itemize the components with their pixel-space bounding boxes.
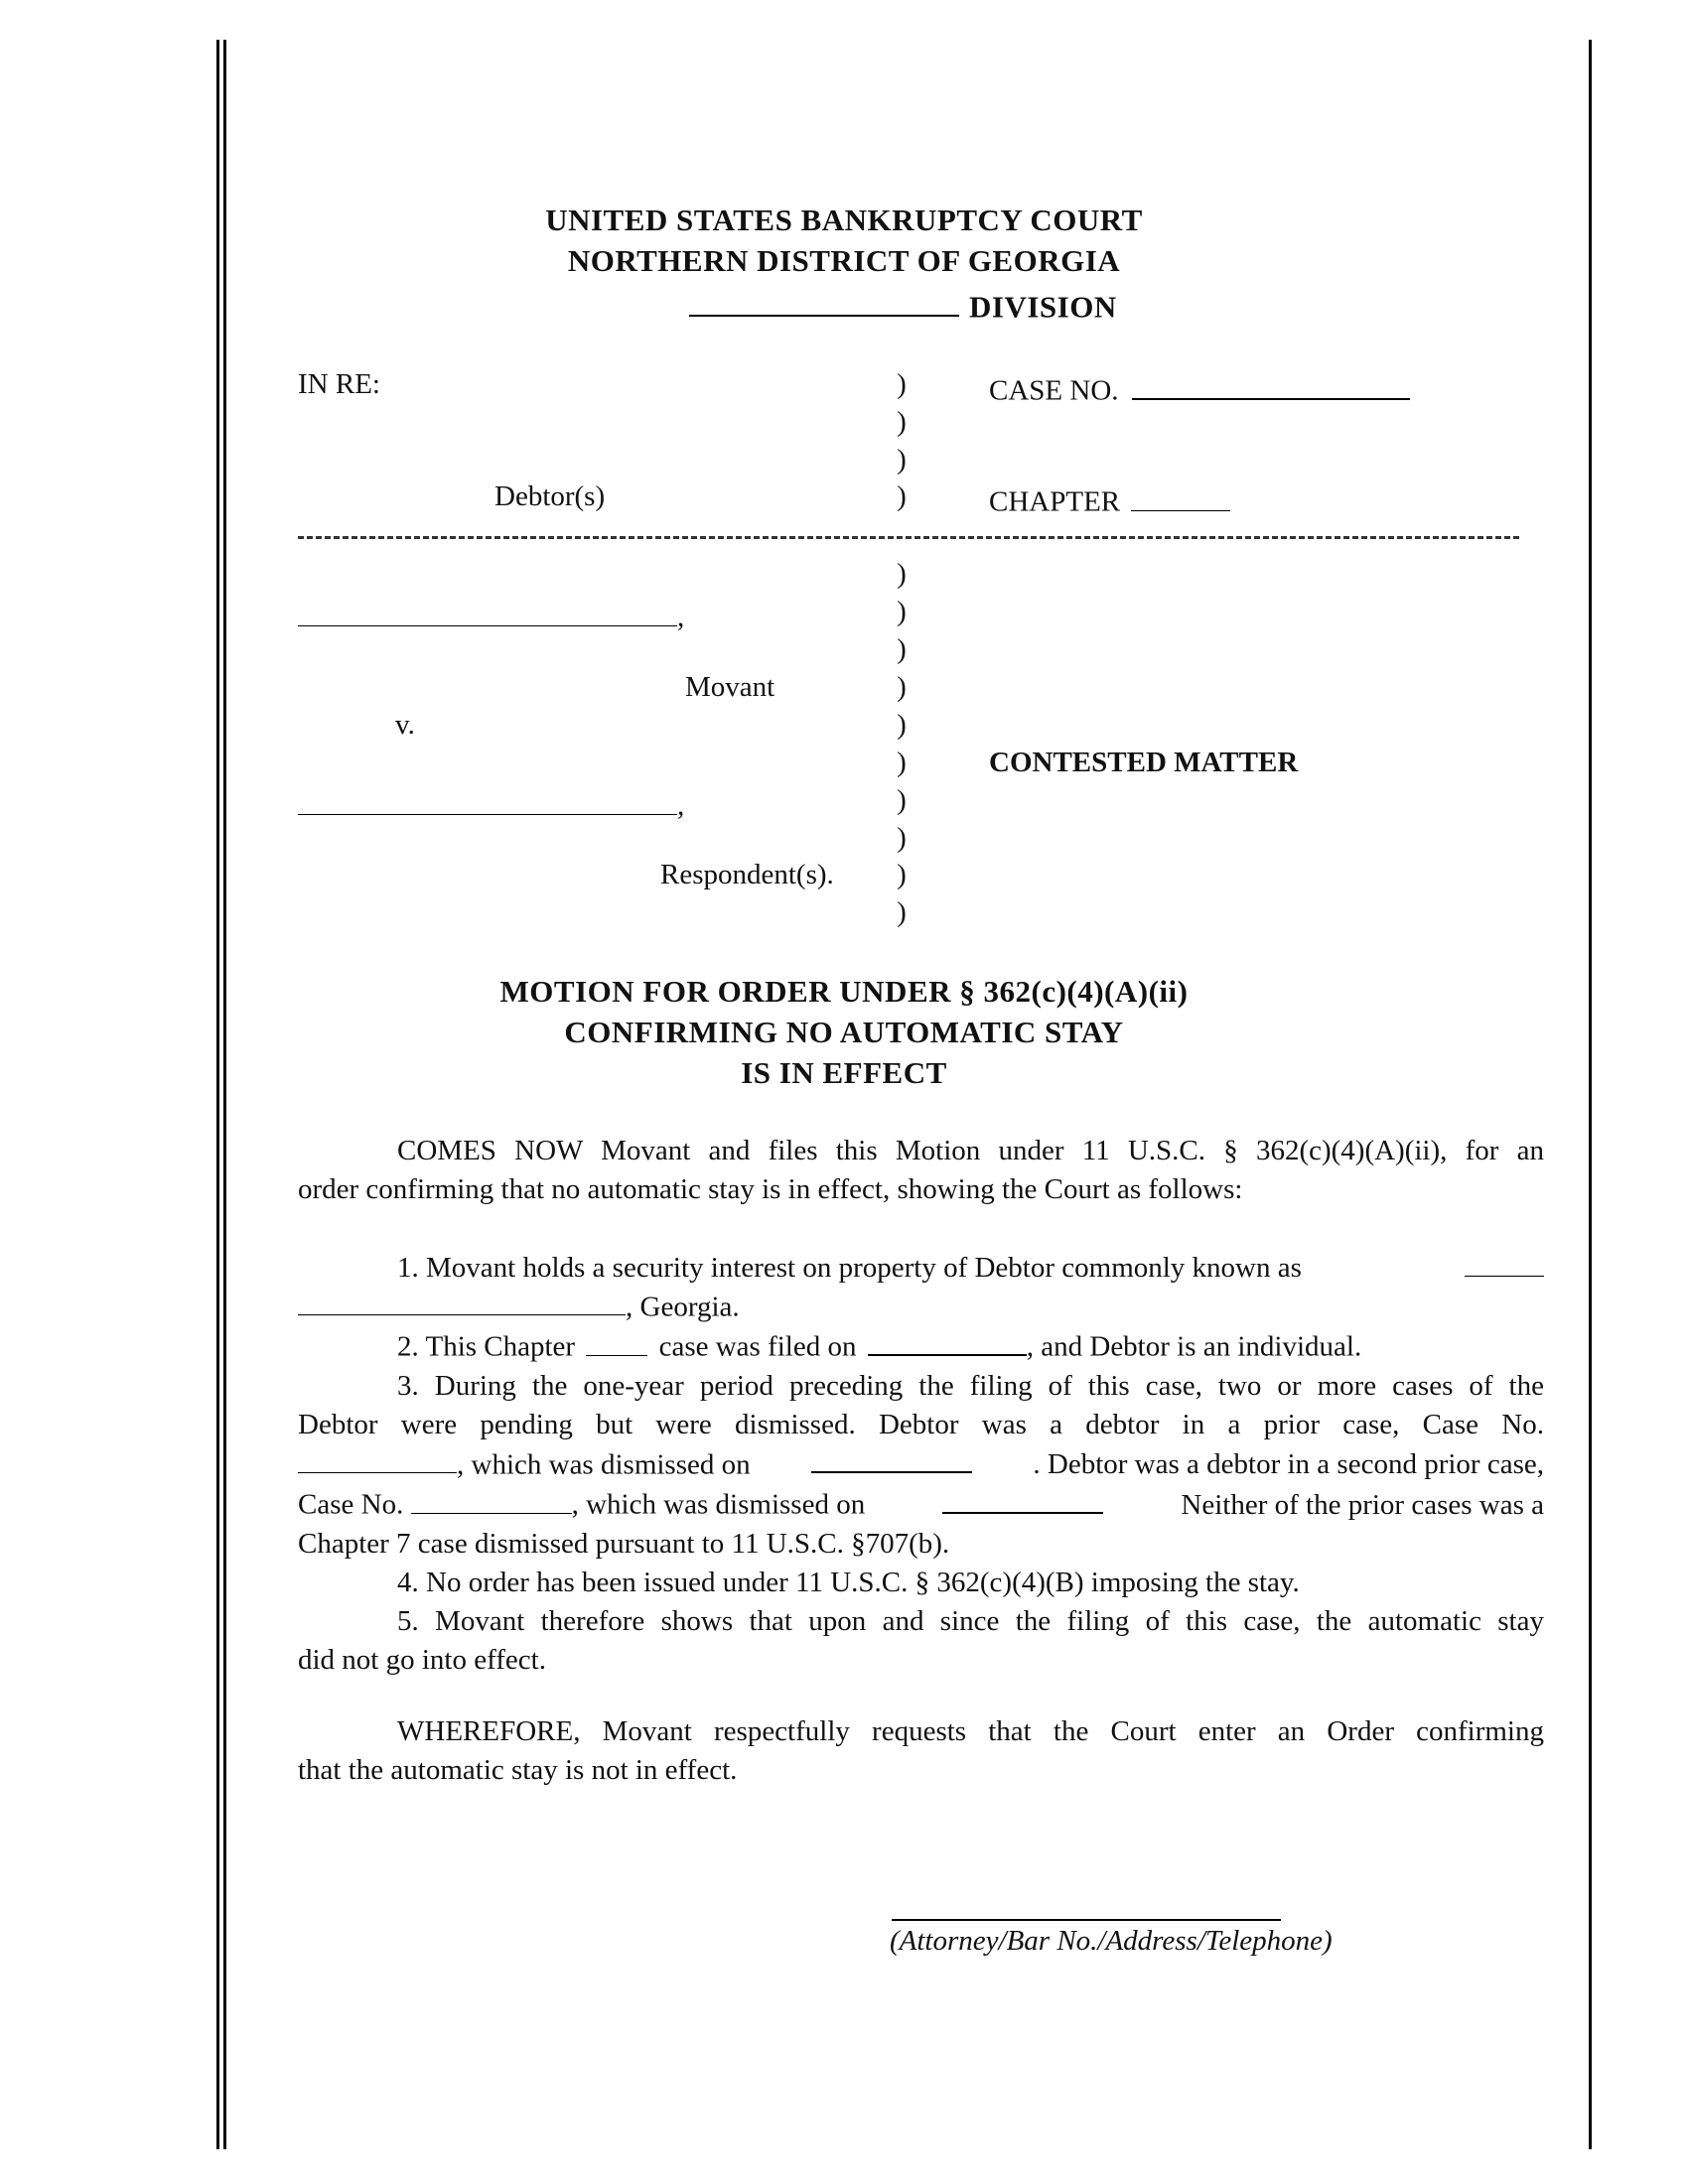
paragraph-3-text-3a: , which was dismissed on (457, 1448, 751, 1481)
second-dismissal-date-blank[interactable] (942, 1484, 1103, 1514)
caption-paren: ) (897, 480, 907, 512)
signature-line[interactable] (892, 1919, 1281, 1921)
contested-matter-label: CONTESTED MATTER (989, 747, 1299, 778)
intro-paragraph (298, 1132, 1544, 1209)
caption-paren: ) (897, 444, 907, 476)
prior-dismissal-date-blank[interactable] (811, 1444, 972, 1474)
movant-name-line (298, 598, 684, 632)
movant-name-blank[interactable] (298, 598, 677, 626)
paragraph-1-georgia: , Georgia. (626, 1291, 740, 1323)
caption-paren: ) (897, 368, 907, 400)
paragraph-3-line-2: Debtor were pending but were dismissed. Debtor was a debtor in a prior case, Case No. (298, 1408, 1544, 1440)
caption-paren: ) (897, 784, 907, 816)
paragraph-1-text: 1. Movant holds a security interest on property of Debtor commonly known as (397, 1251, 1302, 1284)
caption-paren: ) (897, 558, 907, 590)
paragraph-3-line-4 (298, 1484, 1544, 1525)
paragraph-3-line-5: Chapter 7 case dismissed pursuant to 11 U.S.C. §707(b). (298, 1527, 950, 1560)
respondent-name-blank[interactable] (298, 786, 677, 815)
property-address-blank-2[interactable] (298, 1288, 626, 1316)
respondent-label: Respondent(s). (660, 859, 834, 890)
paragraph-3-text-4c: Neither of the prior cases was a (1181, 1488, 1544, 1521)
prior-case-number-blank[interactable] (298, 1445, 457, 1474)
motion-title-line-1: MOTION FOR ORDER UNDER § 362(c)(4)(A)(ii) (499, 974, 1189, 1009)
caption-paren: ) (897, 671, 907, 703)
chapter-label: CHAPTER (989, 485, 1121, 518)
court-name: UNITED STATES BANKRUPTCY COURT (545, 203, 1143, 237)
caption-paren: ) (897, 633, 907, 665)
paragraph-4: 4. No order has been issued under 11 U.S.C. § 362(c)(4)(B) imposing the stay. (397, 1566, 1300, 1598)
property-address-blank-1[interactable] (1465, 1248, 1544, 1277)
intro-line-1: COMES NOW Movant and files this Motion under 11 U.S.C. § 362(c)(4)(A)(ii), for an (397, 1135, 1544, 1166)
caption-paren: ) (897, 709, 907, 741)
caption-paren: ) (897, 406, 907, 438)
second-case-number-blank[interactable] (411, 1485, 572, 1514)
case-number-blank[interactable] (1132, 370, 1410, 400)
division-label: DIVISION (969, 289, 1117, 325)
motion-title-line-3: IS IN EFFECT (741, 1055, 947, 1090)
respondent-name-line (298, 786, 684, 821)
division-blank[interactable] (689, 286, 959, 317)
district-name: NORTHERN DISTRICT OF GEORGIA (567, 243, 1121, 278)
left-margin-rule-2 (223, 40, 226, 2149)
caption-separator (298, 536, 1519, 539)
wherefore-line-1: WHEREFORE, Movant respectfully requests that the Court enter an Order confirming (397, 1715, 1544, 1747)
chapter-blank[interactable] (1131, 482, 1230, 511)
paragraph-2-text-a: 2. This Chapter (397, 1330, 576, 1363)
caption-paren: ) (897, 596, 907, 627)
paragraph-3-text-4b: , which was dismissed on (571, 1488, 866, 1521)
paragraph-5-line-1: 5. Movant therefore shows that upon and since the filing of this case, the automatic stay (397, 1604, 1544, 1637)
motion-title-line-2: CONFIRMING NO AUTOMATIC STAY (564, 1015, 1124, 1049)
filing-date-blank[interactable] (868, 1326, 1027, 1356)
caption-paren: ) (897, 896, 907, 928)
signature-label: (Attorney/Bar No./Address/Telephone) (890, 1925, 1333, 1957)
right-margin-rule (1589, 40, 1592, 2149)
debtor-label: Debtor(s) (494, 480, 606, 512)
intro-line-2: order confirming that no automatic stay is in effect, showing the Court as follows: (298, 1173, 1243, 1205)
case-no-label: CASE NO. (989, 374, 1119, 407)
versus-label: v. (395, 709, 415, 741)
movant-label: Movant (685, 671, 775, 703)
paragraph-5-line-2: did not go into effect. (298, 1643, 546, 1676)
caption-paren: ) (897, 859, 907, 890)
paragraph-1-line-1 (298, 1248, 1544, 1288)
caption-paren: ) (897, 747, 907, 778)
paragraph-1-line-2 (298, 1288, 1544, 1327)
movant-comma: , (677, 601, 685, 633)
wherefore-line-2: that the automatic stay is not in effect. (298, 1754, 738, 1786)
left-margin-rule-1 (216, 40, 219, 2149)
division-line (689, 286, 1117, 325)
in-re-label: IN RE: (298, 368, 380, 400)
paragraph-2-text-b: case was filed on (658, 1330, 857, 1363)
paragraph-3-text-3b: . Debtor was a debtor in a second prior case, (1033, 1448, 1544, 1481)
paragraph-3-line-1: 3. During the one-year period preceding the filing of this case, two or more cases of the (397, 1369, 1544, 1402)
paragraph-3-line-3 (298, 1444, 1544, 1485)
paragraph-2 (298, 1326, 1544, 1367)
paragraph-2-text-c: , and Debtor is an individual. (1026, 1330, 1362, 1363)
numbered-paragraphs (298, 1248, 1544, 1680)
caption-paren: ) (897, 822, 907, 854)
chapter-line (989, 482, 1230, 517)
chapter-number-blank[interactable] (586, 1327, 647, 1356)
case-number-line (989, 370, 1410, 406)
wherefore-paragraph (298, 1712, 1544, 1790)
respondent-comma: , (677, 789, 685, 822)
paragraph-3-text-4a: Case No. (298, 1488, 404, 1521)
